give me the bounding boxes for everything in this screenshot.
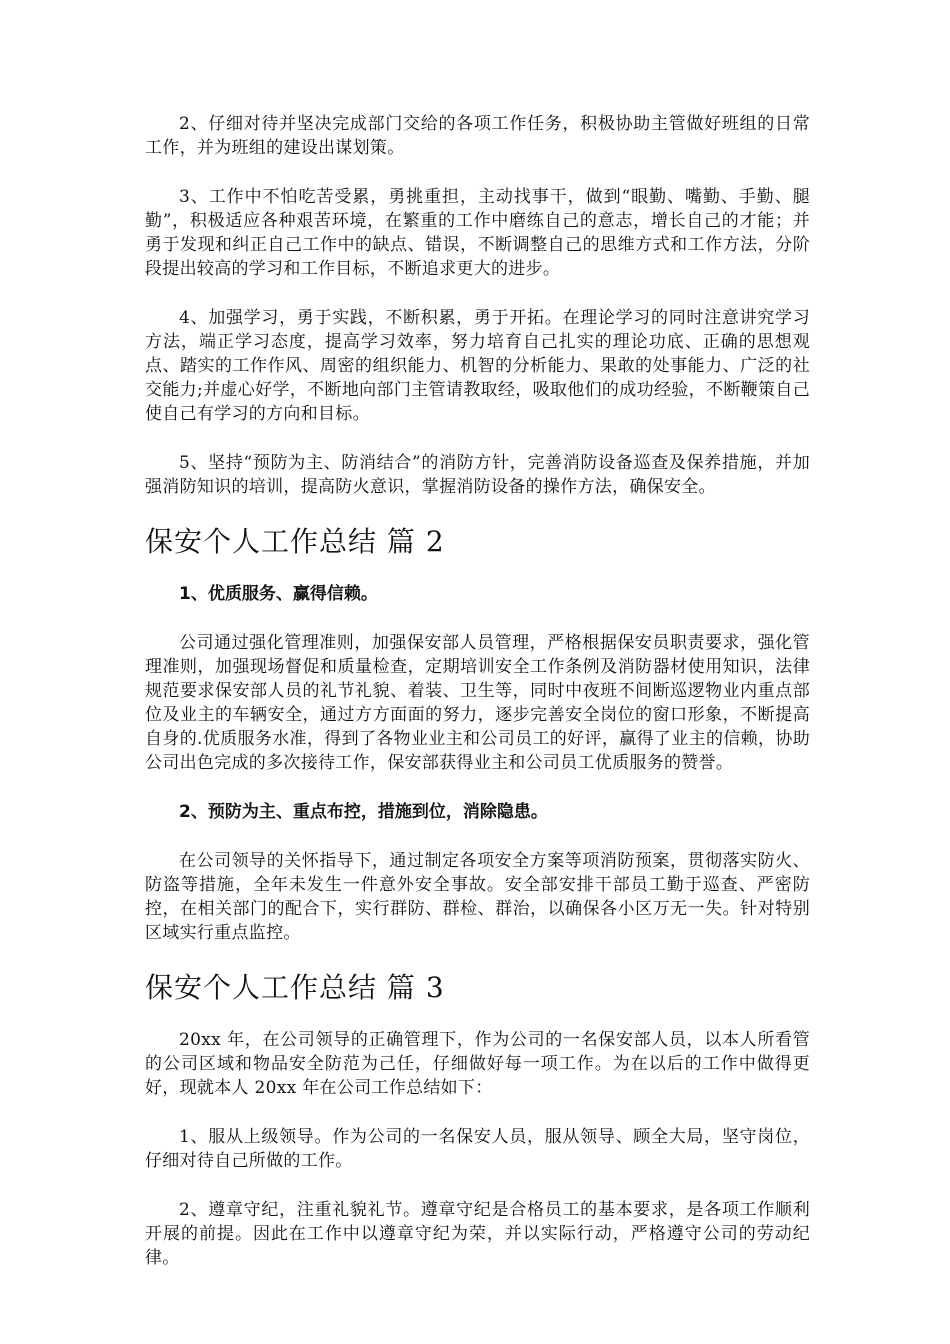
heading-title: 保安个人工作总结 bbox=[145, 971, 378, 1004]
subheading: 1、优质服务、赢得信赖。 bbox=[179, 584, 378, 604]
paragraph: 3、工作中不怕吃苦受累，勇挑重担，主动找事干，做到“眼勤、嘴勤、手勤、腿勤”，积极适应各种艰苦环境，在繁重的工作中磨练自己的意志，增长自己的才能；并勇于发现和纠正自己工作中的缺点、错误，不断调整自己的思维方式和工作方法，分阶段提出较高的学习和工作目标，不断追求更大的进步。 bbox=[145, 187, 810, 279]
paragraph: 1、服从上级领导。作为公司的一名保安人员，服从领导、顾全大局，坚守岗位，仔细对待自己所做的工作。 bbox=[145, 1127, 810, 1171]
section-heading bbox=[145, 970, 810, 1006]
paragraph: 2、遵章守纪，注重礼貌礼节。遵章守纪是合格员工的基本要求，是各项工作顺利开展的前提。因此在工作中以遵章守纪为荣，并以实际行动，严格遵守公司的劳动纪律。 bbox=[145, 1200, 810, 1268]
document-page bbox=[145, 112, 810, 1295]
heading-number: 篇 3 bbox=[386, 971, 445, 1004]
heading-title: 保安个人工作总结 bbox=[145, 525, 378, 558]
paragraph: 5、坚持“预防为主、防消结合”的消防方针，完善消防设备巡查及保养措施，并加强消防知识的培训，提高防火意识，掌握消防设备的操作方法，确保安全。 bbox=[145, 453, 810, 497]
paragraph: 20xx 年，在公司领导的正确管理下，作为公司的一名保安部人员，以本人所看管的公司区域和物品安全防范为己任，仔细做好每一项工作。为在以后的工作中做得更好，现就本人 20xx 年在公司工作总结如下： bbox=[145, 1030, 810, 1098]
paragraph: 4、加强学习，勇于实践，不断积累，勇于开拓。在理论学习的同时注意讲究学习方法，端正学习态度，提高学习效率，努力培育自己扎实的理论功底、正确的思想观点、踏实的工作作风、周密的组织能力、机智的分析能力、果敢的处事能力、广泛的社交能力;并虚心好学，不断地向部门主管请教取经，吸取他们的成功经验，不断鞭策自己使自己有学习的方向和目标。 bbox=[145, 308, 810, 424]
paragraph: 公司通过强化管理准则，加强保安部人员管理，严格根据保安员职责要求，强化管理准则，加强现场督促和质量检查，定期培训安全工作条例及消防器材使用知识，法律规范要求保安部人员的礼节礼貌、着装、卫生等，同时中夜班不间断巡逻物业内重点部位及业主的车辆安全，通过方方面面的努力，逐步完善安全岗位的窗口形象，不断提高自身的.优质服务水准，得到了各物业业主和公司员工的好评，赢得了业主的信赖，协助公司出色完成的多次接待工作，保安部获得业主和公司员工优质服务的赞誉。 bbox=[145, 633, 810, 773]
section-heading bbox=[145, 524, 810, 560]
subheading: 2、预防为主、重点布控，措施到位，消除隐患。 bbox=[179, 802, 548, 822]
paragraph: 2、仔细对待并坚决完成部门交给的各项工作任务，积极协助主管做好班组的日常工作，并为班组的建设出谋划策。 bbox=[145, 114, 810, 158]
heading-number: 篇 2 bbox=[386, 525, 445, 558]
paragraph: 在公司领导的关怀指导下，通过制定各项安全方案等项消防预案，贯彻落实防火、防盗等措施，全年未发生一件意外安全事故。安全部安排干部员工勤于巡查、严密防控，在相关部门的配合下，实行群防、群检、群治，以确保各小区万无一失。针对特别区域实行重点监控。 bbox=[145, 851, 810, 943]
